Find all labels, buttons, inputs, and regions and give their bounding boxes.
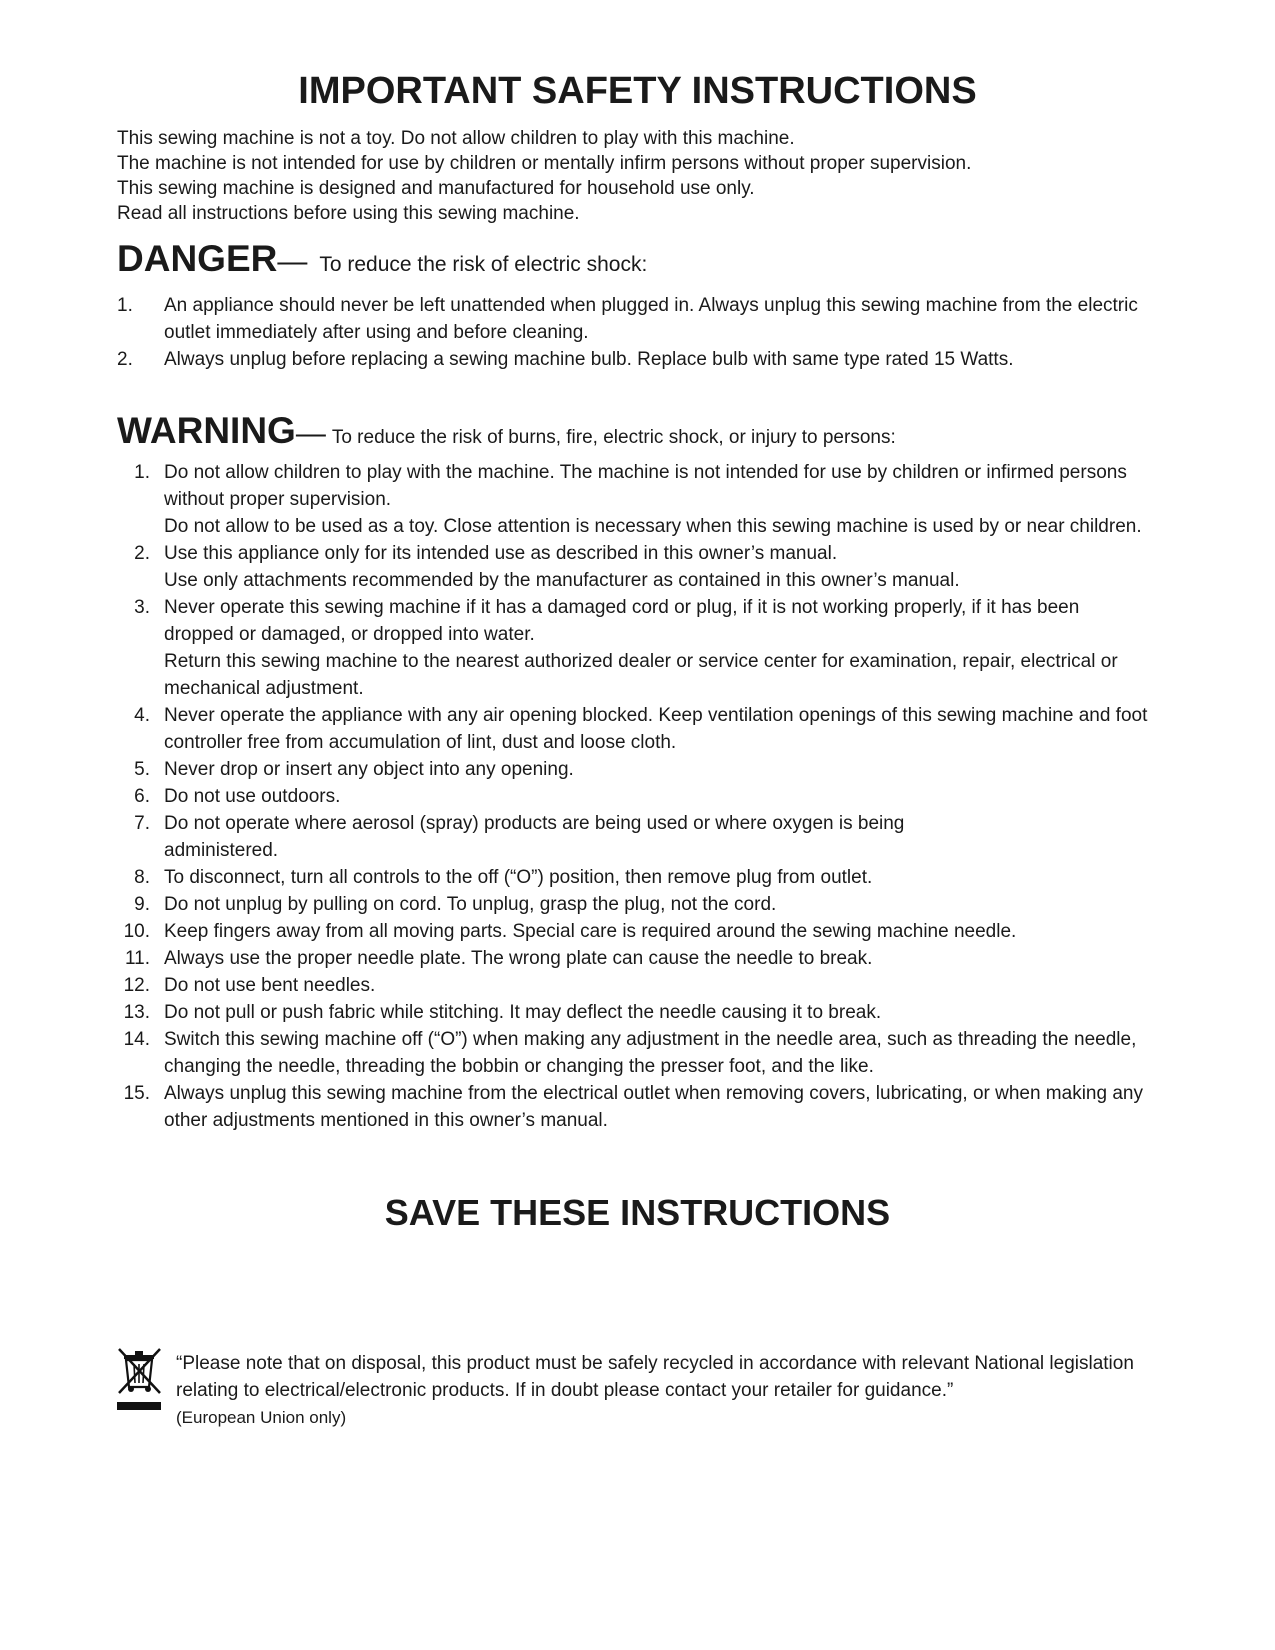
- item-number: 10.: [123, 921, 150, 942]
- item-text: An appliance should never be left unattended when plugged in. Always unplug this sewing machine from the electric outlet immediately after using and before cleaning.: [164, 295, 1138, 343]
- danger-dash: —: [277, 245, 308, 278]
- item-text: Never operate the appliance with any air opening blocked. Keep ventilation openings of this sewing machine and foot controller free from accumulation of lint, dust and loose cloth.: [164, 705, 1148, 753]
- disposal-notice: [176, 1350, 1176, 1431]
- item-text: Keep fingers away from all moving parts. Special care is required around the sewing machine needle.: [164, 921, 1017, 942]
- item-number: 7.: [134, 813, 150, 834]
- item-text: Switch this sewing machine off (“O”) when making any adjustment in the needle area, such as threading the needle, changing the needle, threading the bobbin or changing the presser foot, and the like.: [164, 1029, 1137, 1077]
- item-text: Do not use bent needles.: [164, 975, 376, 996]
- list-item: [0, 945, 1154, 972]
- item-text: Always unplug this sewing machine from the electrical outlet when removing covers, lubricating, or when making any other adjustments mentioned in this owner’s manual.: [164, 1083, 1143, 1131]
- eu-only-note: (European Union only): [176, 1408, 347, 1427]
- item-number: 9.: [134, 894, 150, 915]
- item-number: 14.: [123, 1029, 150, 1050]
- list-item: [0, 346, 1154, 373]
- danger-label: DANGER: [117, 238, 278, 279]
- list-item: [0, 864, 1154, 891]
- list-item: [0, 594, 1154, 702]
- disposal-text: “Please note that on disposal, this product must be safely recycled in accordance with relevant National legislation relating to electrical/electronic products. If in doubt please contact your retailer for guidance.”: [176, 1353, 1134, 1401]
- warning-list: [0, 459, 1275, 1134]
- list-item: [0, 972, 1154, 999]
- page-title: IMPORTANT SAFETY INSTRUCTIONS: [298, 70, 977, 112]
- item-number: 12.: [123, 975, 150, 996]
- item-text: Never drop or insert any object into any opening.: [164, 759, 574, 780]
- warning-dash: —: [295, 417, 326, 450]
- item-text: Never operate this sewing machine if it has a damaged cord or plug, if it is not working properly, if it has been dropped or damaged, or dropped into water.: [164, 597, 1080, 645]
- item-text: Do not allow children to play with the machine. The machine is not intended for use by children or infirmed persons without proper supervision.: [164, 462, 1127, 510]
- item-number: 8.: [134, 867, 150, 888]
- intro-paragraph: [117, 126, 1177, 226]
- item-number: 2.: [134, 543, 150, 564]
- list-item: [0, 810, 964, 864]
- item-text: Do not use outdoors.: [164, 786, 341, 807]
- intro-line: The machine is not intended for use by children or mentally infirm persons without proper supervision.: [117, 153, 972, 174]
- item-number: 1.: [117, 295, 133, 316]
- item-text: Always unplug before replacing a sewing machine bulb. Replace bulb with same type rated 15 Watts.: [164, 349, 1014, 370]
- list-item: [0, 1026, 1154, 1080]
- item-text: To disconnect, turn all controls to the off (“O”) position, then remove plug from outlet.: [164, 867, 873, 888]
- item-number: 2.: [117, 349, 133, 370]
- danger-list: [0, 292, 1275, 373]
- warning-label: WARNING: [117, 410, 296, 451]
- item-text-continued: Use only attachments recommended by the manufacturer as contained in this owner’s manual.: [164, 570, 960, 591]
- intro-line: Read all instructions before using this sewing machine.: [117, 203, 580, 224]
- intro-line: This sewing machine is designed and manufactured for household use only.: [117, 178, 755, 199]
- list-item: [0, 783, 1154, 810]
- item-number: 4.: [134, 705, 150, 726]
- item-number: 5.: [134, 759, 150, 780]
- save-instructions-heading: SAVE THESE INSTRUCTIONS: [384, 1192, 891, 1233]
- crossed-out-wheelie-bin-icon: [115, 1347, 165, 1417]
- item-text: Use this appliance only for its intended use as described in this owner’s manual.: [164, 543, 838, 564]
- item-text: Do not unplug by pulling on cord. To unplug, grasp the plug, not the cord.: [164, 894, 777, 915]
- list-item: [0, 459, 1154, 540]
- item-text: Do not operate where aerosol (spray) products are being used or where oxygen is being administered.: [164, 813, 905, 861]
- danger-heading: [117, 238, 647, 280]
- item-number: 6.: [134, 786, 150, 807]
- danger-subheading: To reduce the risk of electric shock:: [319, 253, 648, 276]
- item-text: Do not pull or push fabric while stitching. It may deflect the needle causing it to break.: [164, 1002, 882, 1023]
- intro-line: This sewing machine is not a toy. Do not allow children to play with this machine.: [117, 128, 795, 149]
- list-item: [0, 918, 1154, 945]
- item-number: 1.: [134, 462, 150, 483]
- item-text: Always use the proper needle plate. The wrong plate can cause the needle to break.: [164, 948, 873, 969]
- item-text-continued: Do not allow to be used as a toy. Close attention is necessary when this sewing machine is used by or near children.: [164, 516, 1142, 537]
- list-item: [0, 756, 1154, 783]
- warning-subheading: To reduce the risk of burns, fire, electric shock, or injury to persons:: [331, 427, 896, 448]
- item-number: 3.: [134, 597, 150, 618]
- warning-heading: [117, 410, 896, 452]
- item-number: 15.: [123, 1083, 150, 1104]
- list-item: [0, 891, 1154, 918]
- item-number: 11.: [124, 948, 150, 969]
- list-item: [0, 999, 1154, 1026]
- list-item: [0, 292, 1154, 346]
- item-text-continued: Return this sewing machine to the nearest authorized dealer or service center for examination, repair, electrical or mechanical adjustment.: [164, 651, 1118, 699]
- list-item: [0, 540, 1154, 594]
- list-item: [0, 702, 1154, 756]
- item-number: 13.: [123, 1002, 150, 1023]
- list-item: [0, 1080, 1154, 1134]
